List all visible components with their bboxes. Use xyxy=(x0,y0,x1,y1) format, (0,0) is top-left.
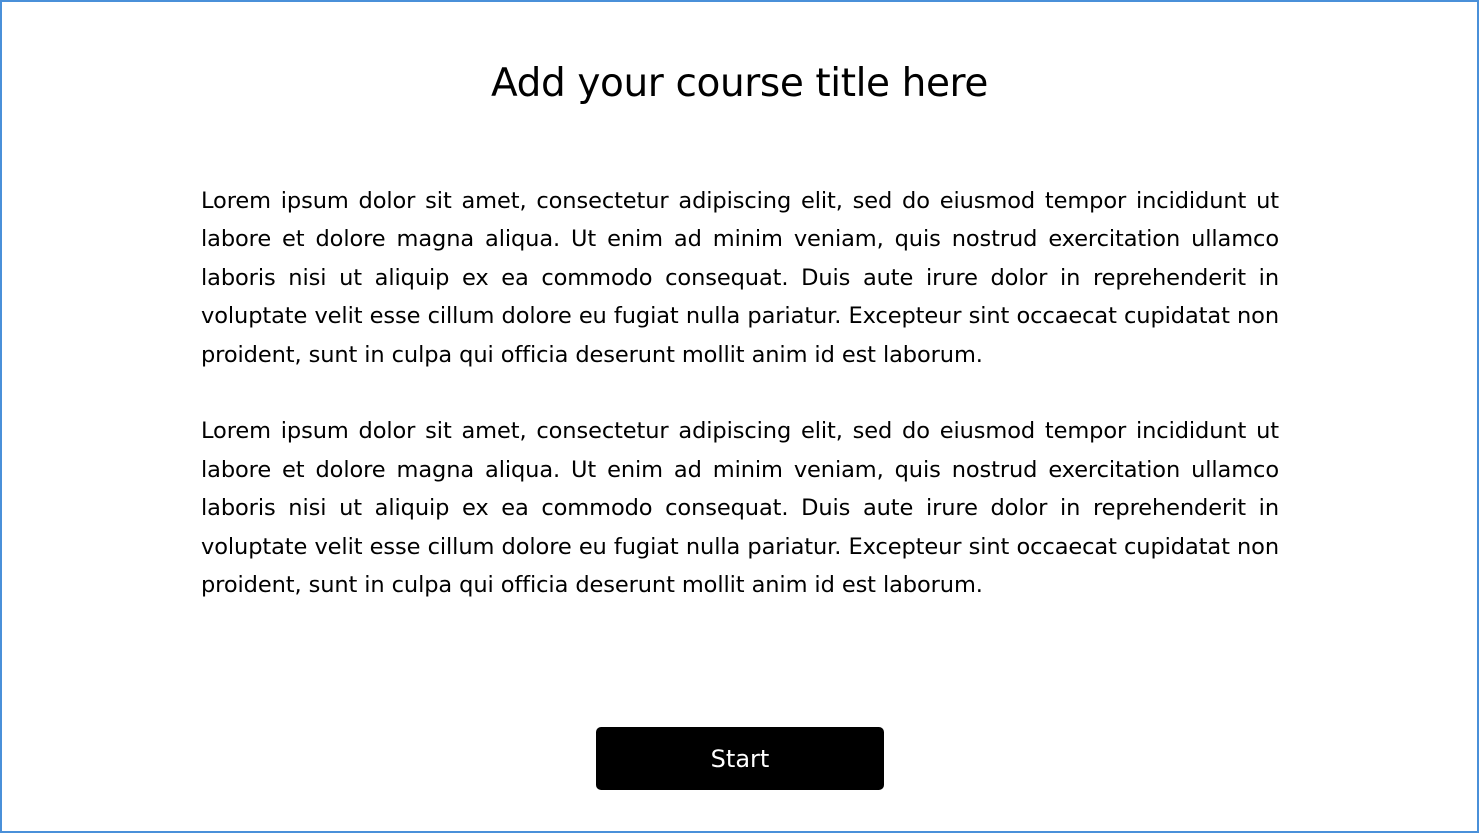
course-title: Add your course title here xyxy=(491,61,988,106)
start-button[interactable]: Start xyxy=(596,727,884,790)
description-paragraph-2: Lorem ipsum dolor sit amet, consectetur adipiscing elit, sed do eiusmod tempor incididunt ut labore et dolore magna aliqua. Ut enim ad minim veniam, quis nostrud exercitation ullamco laboris nisi ut aliquip ex ea commodo consequat. Duis aute irure dolor in reprehenderit in voluptate velit esse cillum dolore eu fugiat nulla pariatur. Excepteur sint occaecat cupidatat non proident, sunt in culpa qui officia deserunt mollit anim id est laborum. xyxy=(201,418,1279,599)
description-paragraph-1: Lorem ipsum dolor sit amet, consectetur adipiscing elit, sed do eiusmod tempor incididunt ut labore et dolore magna aliqua. Ut enim ad minim veniam, quis nostrud exercitation ullamco laboris nisi ut aliquip ex ea commodo consequat. Duis aute irure dolor in reprehenderit in voluptate velit esse cillum dolore eu fugiat nulla pariatur. Excepteur sint occaecat cupidatat non proident, sunt in culpa qui officia deserunt mollit anim id est laborum. xyxy=(201,188,1279,368)
course-description xyxy=(201,182,1279,604)
